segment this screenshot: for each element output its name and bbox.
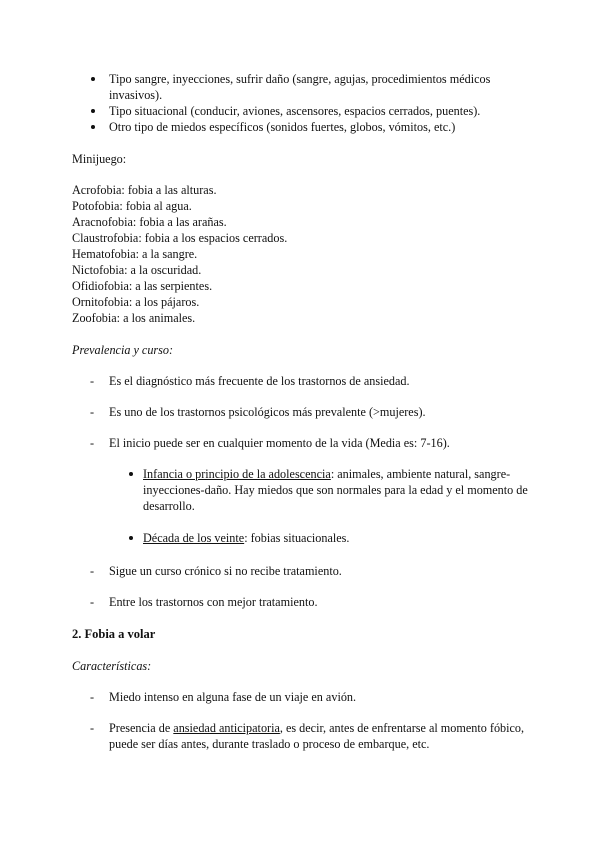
list-item: Claustrofobia: fobia a los espacios cerrados. xyxy=(72,231,288,245)
sub-bullet-text: : animales, ambiente natural, sangre-inyecciones-daño. Hay miedos que son normales para la edad y el momento de desarrollo. xyxy=(143,467,528,513)
caracteristicas-title: Características: xyxy=(72,659,152,673)
list-item: Tipo sangre, inyecciones, sufrir daño (sangre, agujas, procedimientos médicos invasivos). xyxy=(72,71,532,103)
minijuego-list xyxy=(72,182,532,326)
dash-item: - El inicio puede ser en cualquier momento de la vida (Media es: 7-16). xyxy=(72,435,532,451)
underlined-term: ansiedad anticipatoria xyxy=(173,721,280,735)
top-bullet-list xyxy=(72,71,532,135)
underlined-term: Década de los veinte xyxy=(143,531,245,545)
dash-item xyxy=(72,720,532,752)
dash-item: - Sigue un curso crónico si no recibe tratamiento. xyxy=(72,563,532,579)
list-item: Potofobia: fobia al agua. xyxy=(72,199,192,213)
list-item: Zoofobia: a los animales. xyxy=(72,311,196,325)
list-item: Acrofobia: fobia a las alturas. xyxy=(72,183,217,197)
list-item: Aracnofobia: fobia a las arañas. xyxy=(72,215,227,229)
dash-item: - Entre los trastornos con mejor tratamiento. xyxy=(72,594,532,610)
list-item: Tipo situacional (conducir, aviones, ascensores, espacios cerrados, puentes). xyxy=(72,103,532,119)
underlined-term: Infancia o principio de la adolescencia xyxy=(143,467,331,481)
dash-item: - Es uno de los trastornos psicológicos más prevalente (>mujeres). xyxy=(72,404,532,420)
sub-bullet-text: : fobias situacionales. xyxy=(244,531,350,545)
dash-text: , es decir, antes de enfrentarse al momento fóbico, puede ser días antes, durante traslado o proceso de embarque, etc. xyxy=(109,721,525,751)
dash-item: - Es el diagnóstico más frecuente de los trastornos de ansiedad. xyxy=(72,373,532,389)
prevalencia-title: Prevalencia y curso: xyxy=(72,343,174,357)
sub-bullet-item xyxy=(72,466,532,514)
list-item: Ofidiofobia: a las serpientes. xyxy=(72,279,213,293)
list-item: Hematofobia: a la sangre. xyxy=(72,247,198,261)
section-heading: 2. Fobia a volar xyxy=(72,627,156,641)
list-item: Otro tipo de miedos específicos (sonidos fuertes, globos, vómitos, etc.) xyxy=(72,119,532,135)
sub-bullet-item xyxy=(72,530,532,546)
list-item: Ornitofobia: a los pájaros. xyxy=(72,295,200,309)
dash-item: - Miedo intenso en alguna fase de un viaje en avión. xyxy=(72,689,532,705)
dash-text: Presencia de xyxy=(109,721,174,735)
list-item: Nictofobia: a la oscuridad. xyxy=(72,263,202,277)
minijuego-title: Minijuego: xyxy=(72,152,127,166)
